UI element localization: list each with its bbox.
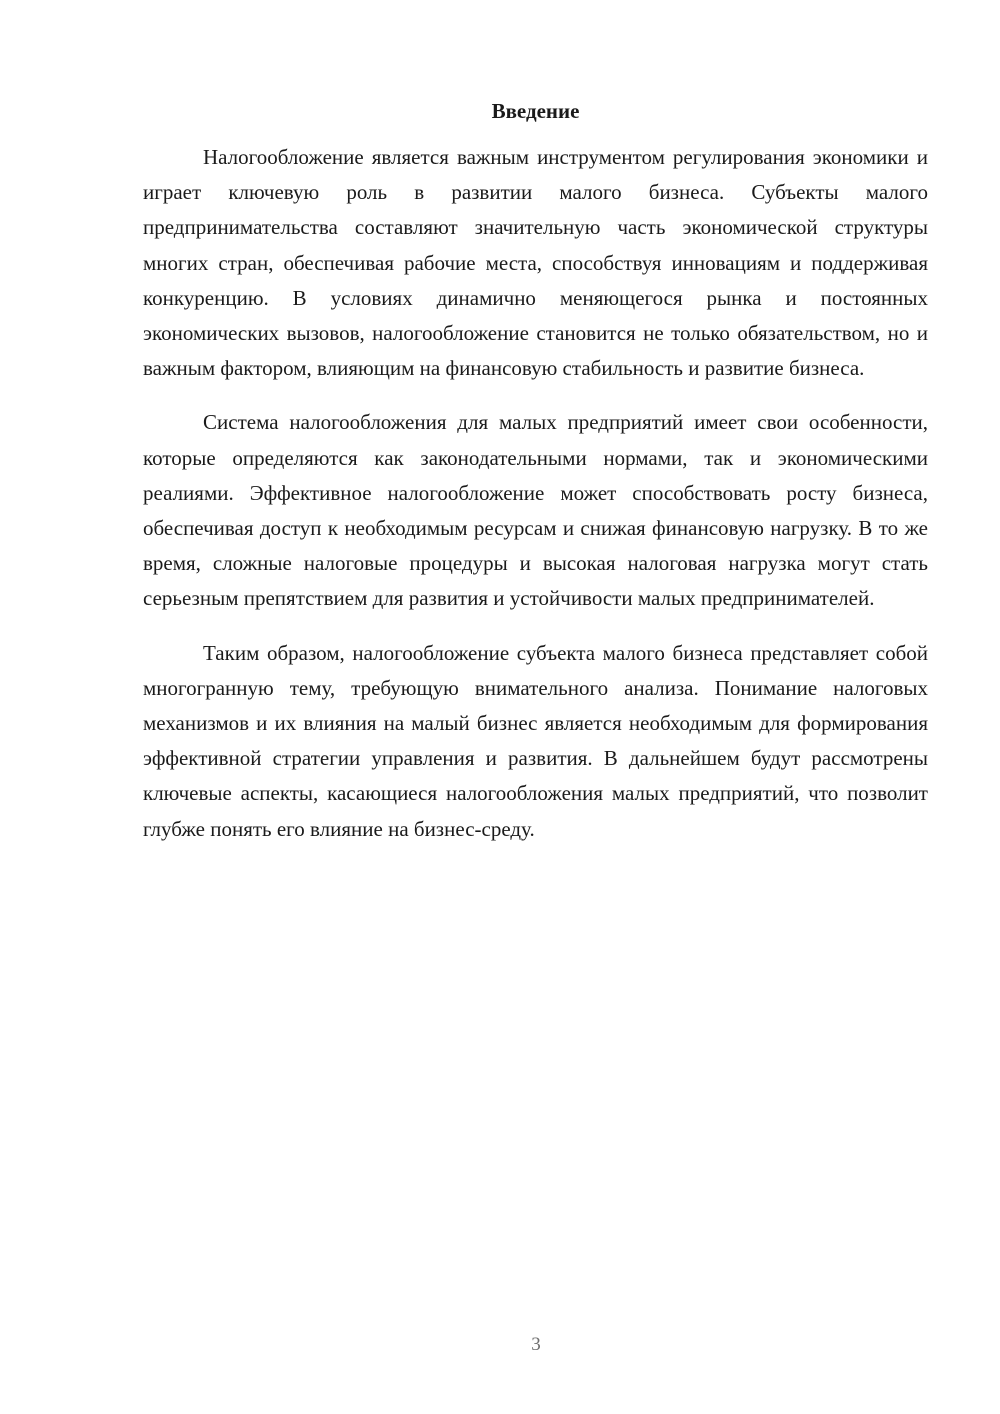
paragraph: Налогообложение является важным инструментом регулирования экономики и играет ключевую роль в развитии малого бизнеса. Субъекты малого предпринимательства составляют значительную часть экономической структуры многих стран, обеспечивая рабочие места, способствуя инновациям и поддерживая конкуренцию. В условиях динамично меняющегося рынка и постоянных экономических вызовов, налогообложение становится не только обязательством, но и важным фактором, влияющим на финансовую стабильность и развитие бизнеса. xyxy=(143,145,928,381)
section-heading: Введение xyxy=(491,99,580,123)
page-number: 3 xyxy=(531,1334,541,1355)
page-content xyxy=(143,95,928,866)
paragraph: Система налогообложения для малых предприятий имеет свои особенности, которые определяются как законодательными нормами, так и экономическими реалиями. Эффективное налогообложение может способствовать росту бизнеса, обеспечивая доступ к необходимым ресурсам и снижая финансовую нагрузку. В то же время, сложные налоговые процедуры и высокая налоговая нагрузка могут стать серьезным препятствием для развития и устойчивости малых предпринимателей. xyxy=(143,410,928,611)
paragraph: Таким образом, налогообложение субъекта малого бизнеса представляет собой многогранную тему, требующую внимательного анализа. Понимание налоговых механизмов и их влияния на малый бизнес является необходимым для формирования эффективной стратегии управления и развития. В дальнейшем будут рассмотрены ключевые аспекты, касающиеся налогообложения малых предприятий, что позволит глубже понять его влияние на бизнес-среду. xyxy=(143,640,928,841)
